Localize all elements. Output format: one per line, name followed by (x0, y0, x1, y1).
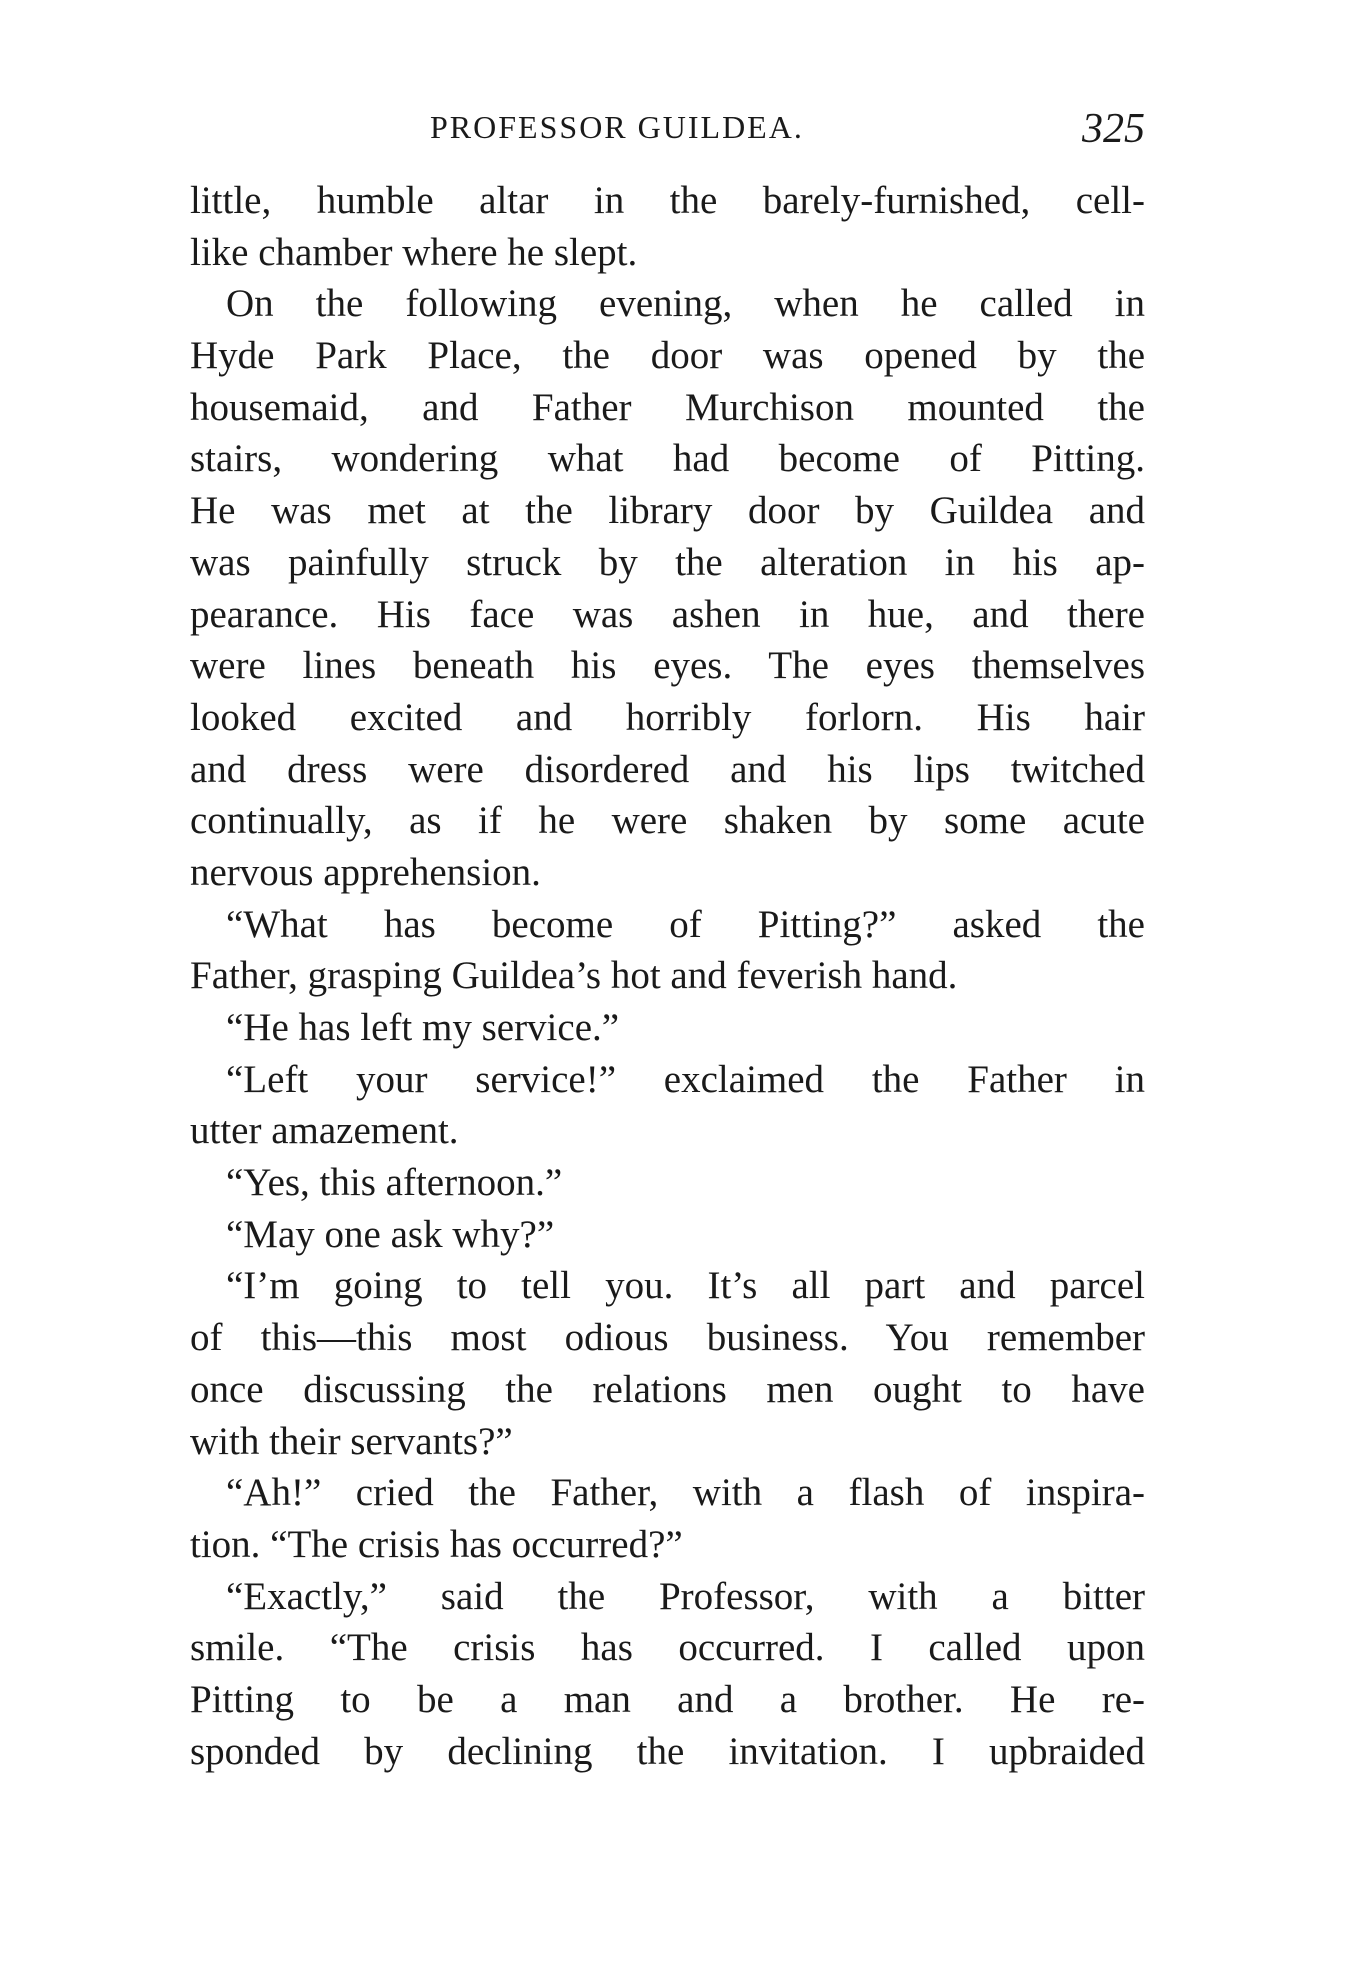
text-line: “Exactly,” said the Professor, with a bitter (226, 1574, 1145, 1618)
page-number: 325 (1082, 106, 1145, 152)
text-line: smile. “The crisis has occurred. I called upon (190, 1626, 1145, 1670)
text-line: nervous apprehension. (190, 850, 541, 894)
text-line: “Yes, this afternoon.” (226, 1161, 563, 1205)
text-line: He was met at the library door by Guildea and (190, 489, 1145, 533)
text-line: “Left your service!” exclaimed the Father in (226, 1057, 1145, 1101)
text-line: housemaid, and Father Murchison mounted the (190, 385, 1145, 429)
text-line: sponded by declining the invitation. I upbraided (190, 1729, 1145, 1773)
text-line: and dress were disordered and his lips twitched (190, 747, 1145, 791)
text-line: looked excited and horribly forlorn. His hair (190, 695, 1145, 739)
text-line: little, humble altar in the barely-furnished, cell- (190, 179, 1145, 222)
text-line: On the following evening, when he called in (226, 282, 1145, 326)
text-line: of this—this most odious business. You remember (190, 1316, 1145, 1360)
text-line: was painfully struck by the alteration in his ap- (190, 540, 1145, 584)
text-line: continually, as if he were shaken by some acute (190, 799, 1145, 843)
text-line: were lines beneath his eyes. The eyes themselves (190, 644, 1145, 688)
text-line: pearance. His face was ashen in hue, and there (190, 592, 1145, 636)
text-line: “What has become of Pitting?” asked the (226, 902, 1145, 946)
text-line: “I’m going to tell you. It’s all part and parcel (226, 1264, 1145, 1308)
text-line: “He has left my service.” (226, 1006, 620, 1049)
running-title: PROFESSOR GUILDEA. (430, 109, 804, 145)
text-line: tion. “The crisis has occurred?” (190, 1522, 683, 1566)
text-line: stairs, wondering what had become of Pitting. (190, 437, 1145, 481)
text-line: like chamber where he slept. (190, 230, 638, 274)
text-line: with their servants?” (190, 1419, 513, 1463)
text-line: Pitting to be a man and a brother. He re- (190, 1677, 1145, 1721)
text-line: once discussing the relations men ought to have (190, 1367, 1145, 1411)
body-text (190, 175, 1145, 1777)
text-line: Father, grasping Guildea’s hot and feverish hand. (190, 954, 958, 998)
text-line: utter amazement. (190, 1109, 459, 1153)
running-head (190, 105, 1145, 165)
text-line: “Ah!” cried the Father, with a flash of inspira- (226, 1471, 1145, 1515)
text-line: Hyde Park Place, the door was opened by the (190, 334, 1145, 378)
text-line: “May one ask why?” (226, 1212, 555, 1256)
